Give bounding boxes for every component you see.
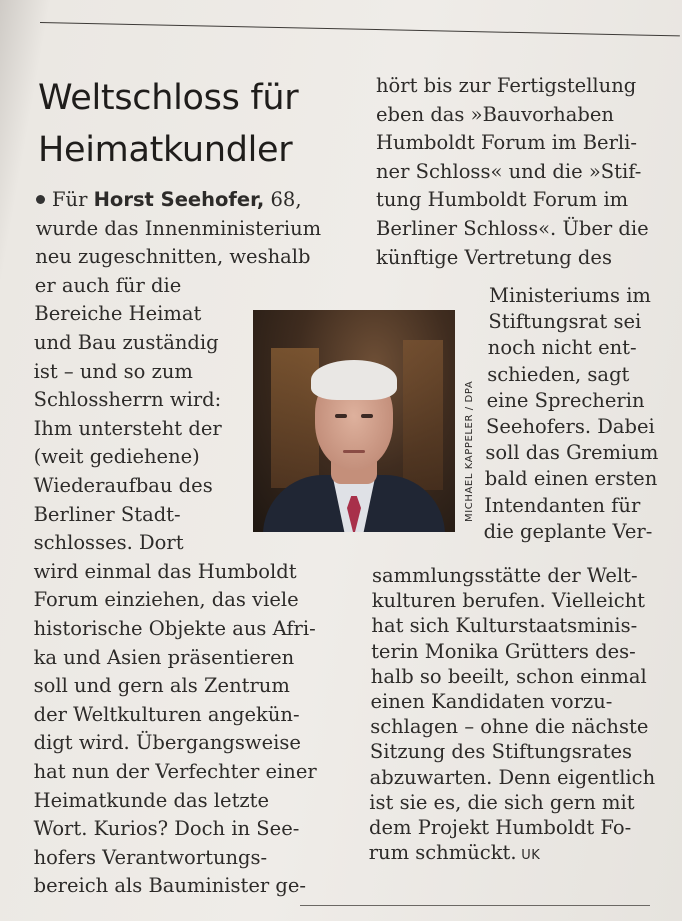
text-line: terin Monika Grütters des-: [371, 639, 636, 663]
text-line: die geplante Ver-: [483, 519, 653, 543]
text-line: soll und gern als Zentrum: [33, 674, 290, 698]
text-line: Bereiche Heimat: [34, 302, 202, 326]
text-line: Ihm untersteht der: [33, 416, 222, 440]
text-line: eine Sprecherin: [486, 388, 645, 412]
text-line: abzuwarten. Denn eigentlich: [369, 765, 656, 789]
text-line: hört bis zur Fertigstellung: [376, 74, 637, 97]
text-line: Humboldt Forum im Berli-: [376, 131, 637, 155]
text-line: (weit gediehene): [33, 445, 200, 469]
photo-credit: MICHAEL KAPPELER / DPA: [464, 380, 475, 522]
text-line: hat nun der Verfechter einer: [33, 760, 317, 783]
text-line: einen Kandidaten vorzu-: [370, 690, 613, 713]
text-line: wurde das Innenministerium: [35, 216, 322, 240]
text-line: Wiederaufbau des: [33, 474, 213, 497]
text-line: Wort. Kurios? Doch in See-: [33, 817, 300, 841]
text-line: bereich als Bauminister ge-: [33, 874, 307, 898]
author-initials: UK: [516, 848, 541, 864]
text-line: noch nicht ent-: [487, 336, 637, 360]
text-line: ka und Asien präsentieren: [33, 645, 295, 669]
text-line: und Bau zuständig: [34, 331, 219, 354]
headline: [38, 72, 298, 176]
text-line: neu zugeschnitten, weshalb: [35, 245, 311, 269]
text-line: rum schmückt. UK: [368, 841, 541, 865]
text-line: ner Schloss« und die »Stif-: [376, 159, 642, 183]
lead-name: Horst Seehofer,: [93, 188, 265, 211]
text-line: er auch für die: [34, 273, 182, 297]
text-line: schlosses. Dort: [33, 531, 184, 555]
text-line: Schlossherrn wird:: [33, 388, 222, 412]
text-line: künftige Vertretung des: [376, 245, 612, 269]
text-line: hofers Verantwortungs-: [33, 845, 268, 869]
headline-line-2: Heimatkundler: [38, 130, 293, 170]
text-line: bald einen ersten: [484, 467, 658, 491]
text-line: sammlungsstätte der Welt-: [372, 564, 638, 587]
text-line: wird einmal das Humboldt: [33, 559, 297, 583]
text-line: historische Objekte aus Afri-: [33, 617, 316, 640]
text-line: Stiftungsrat sei: [488, 310, 642, 334]
text-line: hat sich Kulturstaatsminis-: [371, 614, 638, 638]
text-line: Forum einziehen, das viele: [33, 588, 299, 612]
text-line: der Weltkulturen angekün-: [33, 702, 300, 726]
text-line: tung Humboldt Forum im: [376, 188, 629, 212]
text-line: Seehofers. Dabei: [486, 415, 655, 438]
lead-line: Für Horst Seehofer, 68,: [36, 188, 302, 212]
text-line: schieden, sagt: [487, 362, 630, 386]
top-rule: [40, 22, 680, 36]
text-line: kulturen berufen. Vielleicht: [371, 589, 646, 613]
text-line: Heimatkunde das letzte: [33, 788, 270, 812]
text-line: halb so beeilt, schon einmal: [370, 664, 647, 688]
portrait-photo: [253, 310, 455, 532]
text-line: Berliner Stadt-: [33, 502, 181, 526]
text-line: digt wird. Übergangsweise: [33, 731, 301, 755]
text-line: dem Projekt Humboldt Fo-: [369, 816, 632, 839]
text-line: Sitzung des Stiftungsrates: [369, 740, 633, 764]
text-line: eben das »Bauvorhaben: [376, 102, 614, 126]
text-line: Intendanten für: [484, 493, 641, 517]
text-line: schlagen – ohne die nächste: [370, 715, 649, 739]
text-line: Berliner Schloss«. Über die: [376, 217, 649, 240]
headline-line-1: Weltschloss für: [38, 78, 299, 118]
text-line: Ministeriums im: [489, 284, 651, 307]
bottom-rule: [300, 905, 650, 906]
bullet-icon: [36, 195, 45, 204]
text-line: ist sie es, die sich gern mit: [369, 790, 635, 814]
text-line: ist – und so zum: [33, 359, 193, 383]
text-line: soll das Gremium: [485, 441, 659, 465]
